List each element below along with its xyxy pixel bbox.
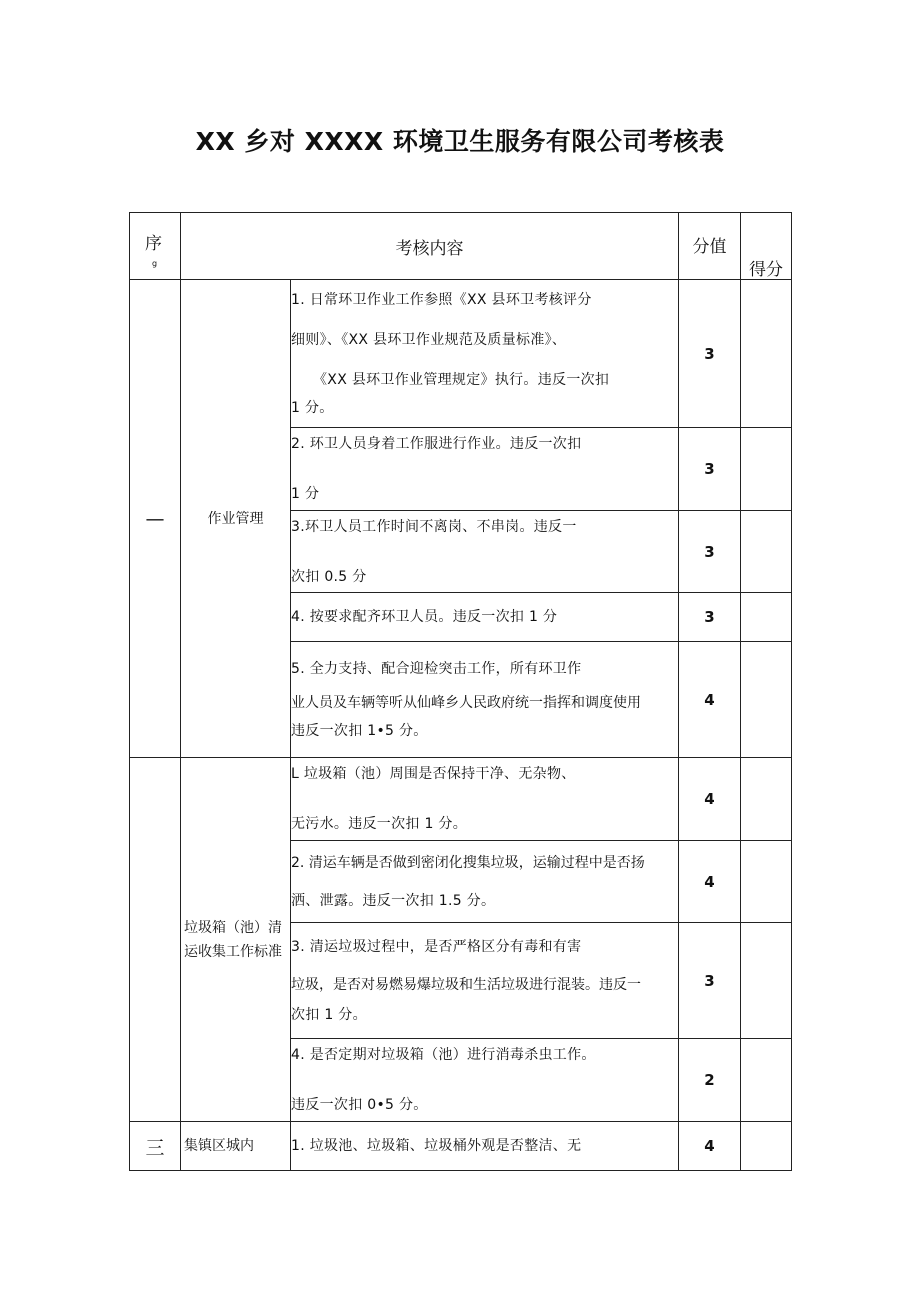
item-2-4-score: 2 bbox=[679, 1039, 741, 1122]
item-2-2-got bbox=[741, 841, 792, 923]
page-title: XX 乡对 XXXX 环境卫生服务有限公司考核表 bbox=[195, 127, 725, 156]
item-1-1-got bbox=[741, 280, 792, 428]
item-1-2: 2. 环卫人员身着工作服进行作业。违反一次扣 1 分 bbox=[291, 428, 679, 511]
item-1-2-got bbox=[741, 428, 792, 511]
header-row bbox=[130, 213, 792, 280]
item-1-5: 5. 全力支持、配合迎检突击工作，所有环卫作 业人员及车辆等听从仙峰乡人民政府统一指挥和调度使用 违反一次扣 1•5 分。 bbox=[291, 642, 679, 758]
item-2-1-got bbox=[741, 758, 792, 841]
section-2-category: 垃圾箱（池）清 运收集工作标准 bbox=[181, 758, 291, 1122]
item-1-3: 3.环卫人员工作时间不离岗、不串岗。违反一 次扣 0.5 分 bbox=[291, 511, 679, 593]
item-1-5-score: 4 bbox=[679, 642, 741, 758]
assessment-table bbox=[129, 212, 792, 1171]
item-2-3-got bbox=[741, 923, 792, 1039]
header-seq bbox=[130, 213, 181, 280]
section-3-category: 集镇区城内 bbox=[181, 1122, 291, 1171]
header-seq-label: 序 bbox=[145, 234, 162, 254]
item-3-1: 1. 垃圾池、垃圾箱、垃圾桶外观是否整洁、无 bbox=[291, 1122, 679, 1171]
item-1-3-got bbox=[741, 511, 792, 593]
table-row bbox=[130, 758, 792, 841]
item-1-5-got bbox=[741, 642, 792, 758]
header-score-label: 分值 bbox=[692, 236, 727, 257]
item-2-2-score: 4 bbox=[679, 841, 741, 923]
item-2-3-score: 3 bbox=[679, 923, 741, 1039]
item-1-4-got bbox=[741, 593, 792, 642]
table-row bbox=[130, 280, 792, 428]
item-1-4: 4. 按要求配齐环卫人员。违反一次扣 1 分 bbox=[291, 593, 679, 642]
item-2-3: 3. 清运垃圾过程中，是否严格区分有毒和有害 垃圾，是否对易燃易爆垃圾和生活垃圾进行混装。违反一 次扣 1 分。 bbox=[291, 923, 679, 1039]
section-2-seq bbox=[130, 758, 181, 1122]
item-2-2: 2. 清运车辆是否做到密闭化搜集垃圾，运输过程中是否扬 洒、泄露。违反一次扣 1.5 分。 bbox=[291, 841, 679, 923]
section-1-seq: — bbox=[130, 280, 181, 758]
item-3-1-score: 4 bbox=[679, 1122, 741, 1171]
section-3-seq: 三 bbox=[130, 1122, 181, 1171]
section-1-category: 作业管理 bbox=[181, 280, 291, 758]
header-got bbox=[741, 213, 792, 280]
item-1-2-score: 3 bbox=[679, 428, 741, 511]
item-2-1-score: 4 bbox=[679, 758, 741, 841]
item-2-4: 4. 是否定期对垃圾箱（池）进行消毒杀虫工作。 违反一次扣 0•5 分。 bbox=[291, 1039, 679, 1122]
item-1-4-score: 3 bbox=[679, 593, 741, 642]
header-score bbox=[679, 213, 741, 280]
item-1-1: 1. 日常环卫作业工作参照《XX 县环卫考核评分 细则》、《XX 县环卫作业规范及质量标准》、 《XX 县环卫作业管理规定》执行。违反一次扣 1 分。 bbox=[291, 280, 679, 428]
item-1-1-score: 3 bbox=[679, 280, 741, 428]
item-3-1-got bbox=[741, 1122, 792, 1171]
header-got-label: 得分 bbox=[749, 259, 783, 280]
item-2-4-got bbox=[741, 1039, 792, 1122]
header-content: 考核内容 bbox=[181, 213, 679, 280]
item-1-3-score: 3 bbox=[679, 511, 741, 593]
table-row bbox=[130, 1122, 792, 1171]
item-2-1: L 垃圾箱（池）周围是否保持干净、无杂物、 无污水。违反一次扣 1 分。 bbox=[291, 758, 679, 841]
header-seq-sub: g bbox=[152, 259, 158, 268]
